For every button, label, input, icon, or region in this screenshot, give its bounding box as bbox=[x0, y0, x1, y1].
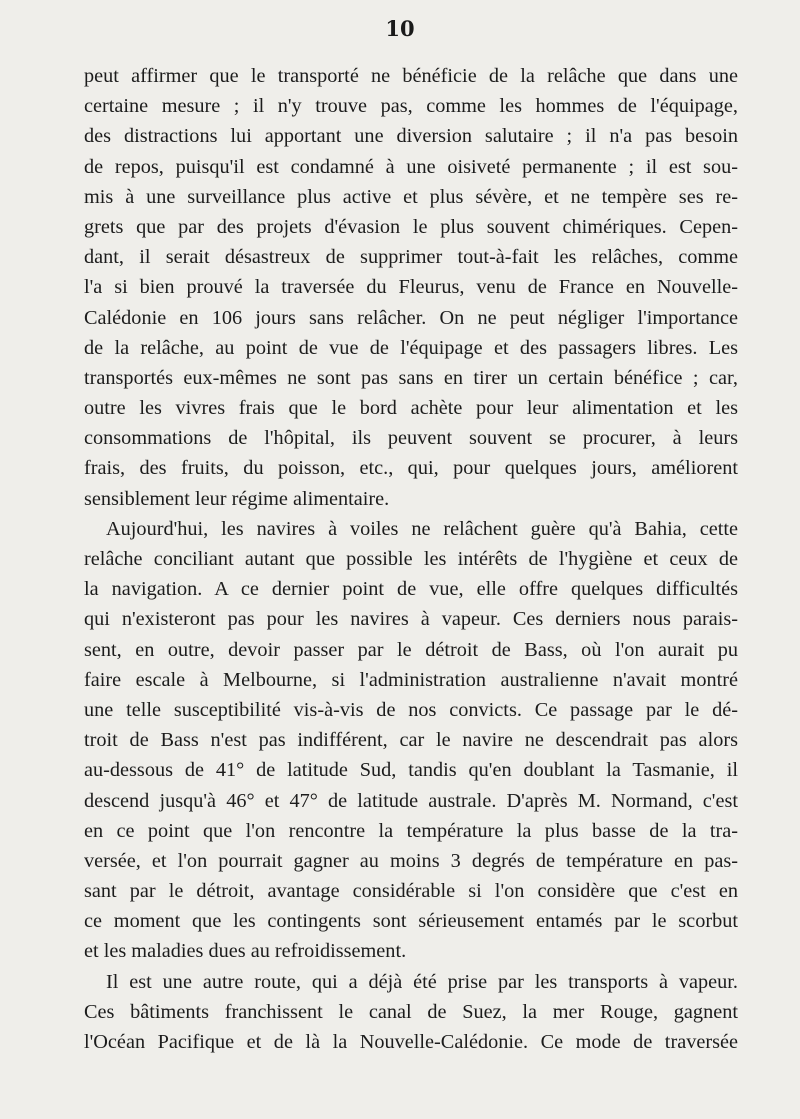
text-line: transportés eux-mêmes ne sont pas sans en tirer un certain bénéfice ; car, bbox=[84, 366, 738, 389]
text-line: au-dessous de 41° de latitude Sud, tandis qu'en doublant la Tasmanie, il bbox=[84, 759, 738, 782]
text-line: en ce point que l'on rencontre la température la plus basse de la tra- bbox=[84, 819, 738, 842]
text-line: certaine mesure ; il n'y trouve pas, comme les hommes de l'équipage, bbox=[84, 95, 738, 118]
text-line: sant par le détroit, avantage considérable si l'on considère que c'est en bbox=[84, 880, 738, 903]
text-line: Calédonie en 106 jours sans relâcher. On ne peut négliger l'importance bbox=[84, 306, 738, 329]
text-line: sensiblement leur régime alimentaire. bbox=[84, 487, 390, 510]
text-line: grets que par des projets d'évasion le plus souvent chimériques. Cepen- bbox=[84, 215, 738, 238]
text-line: qui n'existeront pas pour les navires à vapeur. Ces derniers nous parais- bbox=[84, 608, 738, 631]
text-line: troit de Bass n'est pas indifférent, car le navire ne descendrait pas alors bbox=[84, 729, 738, 752]
text-line: la navigation. A ce dernier point de vue, elle offre quelques difficultés bbox=[84, 578, 738, 601]
text-line: consommations de l'hôpital, ils peuvent souvent se procurer, à leurs bbox=[84, 427, 738, 450]
text-line: des distractions lui apportant une diversion salutaire ; il n'a pas besoin bbox=[84, 125, 738, 148]
text-line: descend jusqu'à 46° et 47° de latitude australe. D'après M. Normand, c'est bbox=[84, 789, 738, 812]
text-line: sent, en outre, devoir passer par le détroit de Bass, où l'on aurait pu bbox=[84, 638, 738, 661]
text-line: outre les vivres frais que le bord achète pour leur alimentation et les bbox=[84, 397, 738, 420]
text-line: versée, et l'on pourrait gagner au moins 3 degrés de température en pas- bbox=[84, 849, 738, 872]
text-line: relâche conciliant autant que possible les intérêts de l'hygiène et ceux de bbox=[84, 548, 738, 570]
text-line: Ces bâtiments franchissent le canal de Suez, la mer Rouge, gagnent bbox=[84, 1000, 738, 1023]
page-number: 10 bbox=[385, 16, 415, 41]
text-line: Il est une autre route, qui a déjà été prise par les transports à vapeur. bbox=[106, 970, 738, 993]
text-line: frais, des fruits, du poisson, etc., qui, pour quelques jours, améliorent bbox=[84, 457, 738, 480]
text-line: l'Océan Pacifique et de là la Nouvelle-Calédonie. Ce mode de traversée bbox=[84, 1031, 738, 1053]
text-line: mis à une surveillance plus active et plus sévère, et ne tempère ses re- bbox=[84, 185, 738, 208]
text-line: Aujourd'hui, les navires à voiles ne relâchent guère qu'à Bahia, cette bbox=[106, 517, 738, 540]
text-line: l'a si bien prouvé la traversée du Fleurus, venu de France en Nouvelle- bbox=[84, 276, 738, 299]
text-line: et les maladies dues au refroidissement. bbox=[84, 940, 407, 963]
body-text bbox=[84, 61, 738, 1057]
text-line: de repos, puisqu'il est condamné à une oisiveté permanente ; il est sou- bbox=[84, 155, 738, 178]
text-line: peut affirmer que le transporté ne bénéficie de la relâche que dans une bbox=[84, 65, 738, 87]
text-line: ce moment que les contingents sont sérieusement entamés par le scorbut bbox=[84, 910, 738, 933]
text-line: dant, il serait désastreux de supprimer tout-à-fait les relâches, comme bbox=[84, 246, 738, 269]
text-line: une telle susceptibilité vis-à-vis de nos convicts. Ce passage par le dé- bbox=[84, 698, 738, 721]
text-line: de la relâche, au point de vue de l'équipage et des passagers libres. Les bbox=[84, 336, 738, 359]
text-line: faire escale à Melbourne, si l'administration australienne n'avait montré bbox=[84, 668, 738, 691]
